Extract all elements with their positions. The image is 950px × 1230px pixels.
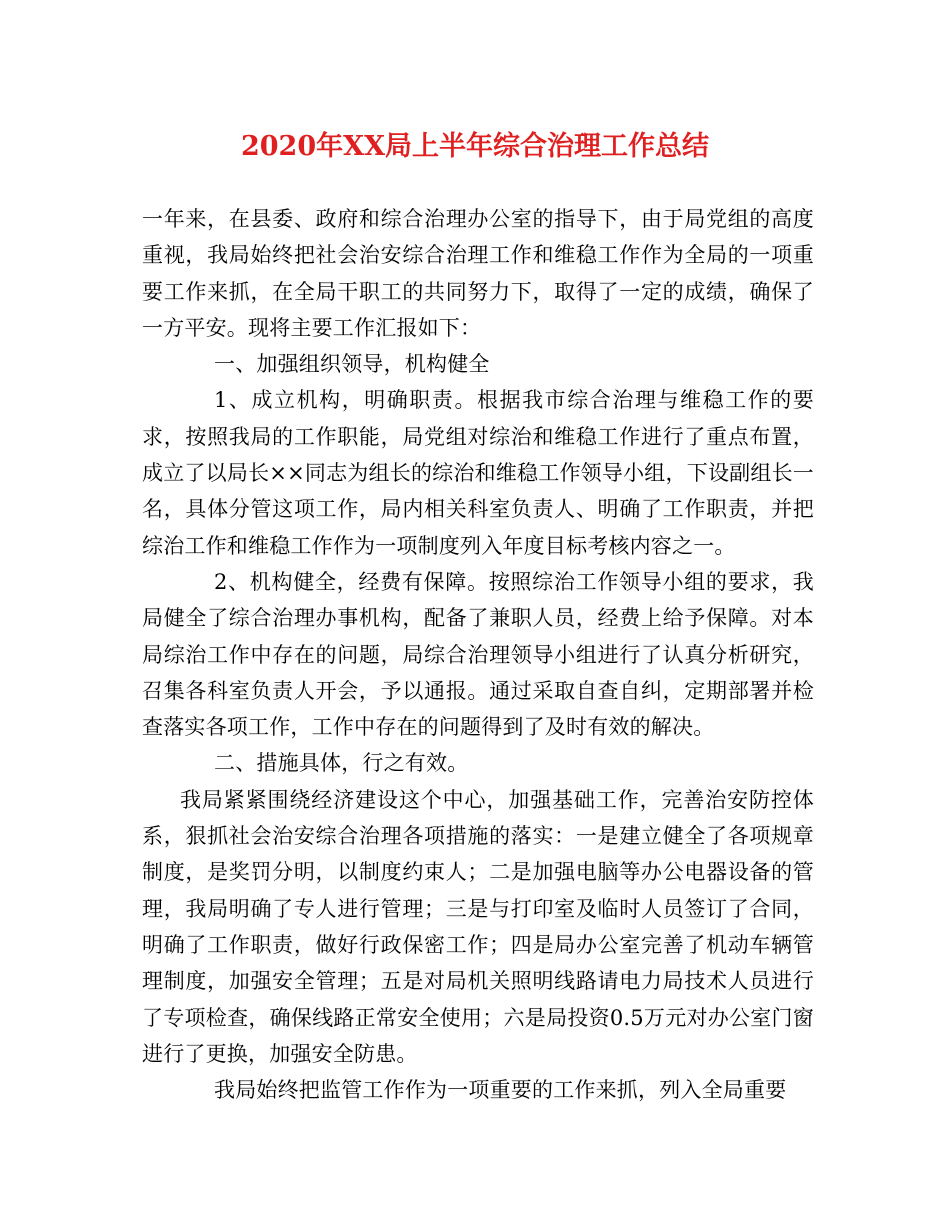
document-body [142,201,814,1108]
paragraph-intro: 一年来，在县委、政府和综合治理办公室的指导下，由于局党组的高度重视，我局始终把社会治安综合治理工作和维稳工作作为全局的一项重要工作来抓，在全局干职工的共同努力下，取得了一定的成绩，确保了一方平安。现将主要工作汇报如下： [142,207,814,340]
section-heading-1: 一、加强组织领导，机构健全 [214,352,490,377]
paragraph-item-2: 2、机构健全，经费有保障。按照综治工作领导小组的要求，我局健全了综合治理办事机构，配备了兼职人员，经费上给予保障。对本局综治工作中存在的问题，局综合治理领导小组进行了认真分析研究，召集各科室负责人开会，予以通报。通过采取自查自纠，定期部署并检查落实各项工作，工作中存在的问题得到了及时有效的解决。 [142,569,814,740]
paragraph-supervision: 我局始终把监管工作作为一项重要的工作来抓，列入全局重要 [214,1078,787,1103]
section-heading-2: 二、措施具体，行之有效。 [214,751,469,776]
document-title: 2020年XX局上半年综合治理工作总结 [240,131,710,162]
paragraph-item-1: 1、成立机构，明确职责。根据我市综合治理与维稳工作的要求，按照我局的工作职能，局党组对综治和维稳工作进行了重点布置，成立了以局长××同志为组长的综治和维稳工作领导小组，下设副组长一名，具体分管这项工作，局内相关科室负责人、明确了工作职责，并把综治工作和维稳工作作为一项制度列入年度目标考核内容之一。 [142,388,814,558]
paragraph-measures: 我局紧紧围绕经济建设这个中心，加强基础工作，完善治安防控体系，狠抓社会治安综合治理各项措施的落实：一是建立健全了各项规章制度，是奖罚分明，以制度约束人；二是加强电脑等办公电器设备的管理，我局明确了专人进行管理；三是与打印室及临时人员签订了合同，明确了工作职责，做好行政保密工作；四是局办公室完善了机动车辆管理制度，加强安全管理；五是对局机关照明线路请电力局技术人员进行了专项检查，确保线路正常安全使用；六是局投资0.5万元对办公室门窗进行了更换，加强安全防患。 [142,787,814,1066]
